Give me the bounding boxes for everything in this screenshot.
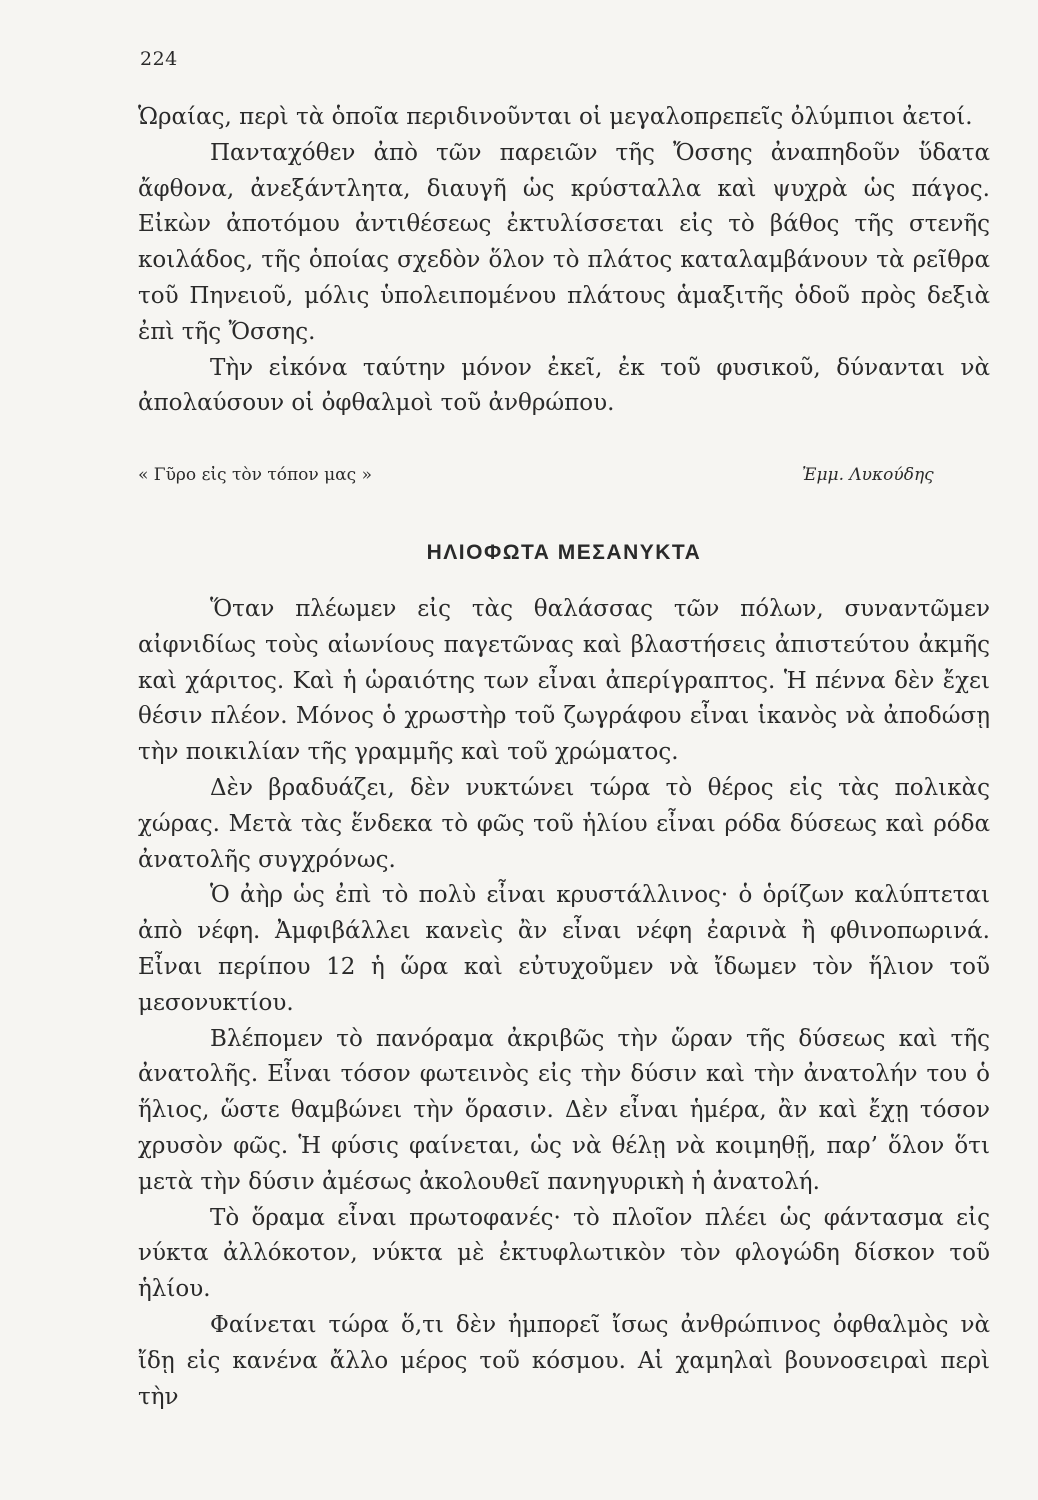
section-title: ΗΛΙΟΦΩΤΑ ΜΕΣΑΝΥΚΤΑ [426, 541, 702, 564]
paragraph: Φαίνεται τώρα ὅ,τι δὲν ἠμπορεῖ ἴσως ἀνθρώπινος ὀφθαλμὸς νὰ ἴδῃ εἰς κανένα ἄλλο μέρος τοῦ κόσμου. Αἱ χαμηλαὶ βουνοσειραὶ περὶ τὴν [138, 1311, 990, 1410]
page-number: 224 [140, 48, 178, 70]
paragraph: Ὅταν πλέωμεν εἰς τὰς θαλάσσας τῶν πόλων, συναντῶμεν αἰφνιδίως τοὺς αἰωνίους παγετῶνας καὶ βλαστήσεις ἀπιστεύτου ἀκμῆς καὶ χάριτος. Καὶ ἡ ὡραιότης των εἶναι ἀπερίγραπτος. Ἡ πέννα δὲν ἔχει θέσιν πλέον. Μόνος ὁ χρωστὴρ τοῦ ζωγράφου εἶναι ἱκανὸς νὰ ἀποδώσῃ τὴν ποικιλίαν τῆς γραμμῆς καὶ τοῦ χρώματος. [138, 596, 990, 766]
source-citation [138, 465, 990, 495]
paragraph: Τὴν εἰκόνα ταύτην μόνον ἐκεῖ, ἐκ τοῦ φυσικοῦ, δύνανται νὰ ἀπολαύσουν οἱ ὀφθαλμοὶ τοῦ ἀνθρώπου. [138, 354, 990, 417]
section-2-body [138, 592, 990, 1415]
paragraph: Τὸ ὅραμα εἶναι πρωτοφανές· τὸ πλοῖον πλέει ὡς φάντασμα εἰς νύκτα ἀλλόκοτον, νύκτα μὲ ἐκτυφλωτικὸν τὸν φλογώδη δίσκον τοῦ ἡλίου. [138, 1204, 990, 1303]
paragraph: Βλέπομεν τὸ πανόραμα ἀκριβῶς τὴν ὥραν τῆς δύσεως καὶ τῆς ἀνατολῆς. Εἶναι τόσον φωτεινὸς εἰς τὴν δύσιν καὶ τὴν ἀνατολήν του ὁ ἥλιος, ὥστε θαμβώνει τὴν ὅρασιν. Δὲν εἶναι ἡμέρα, ἂν καὶ ἔχῃ τόσον χρυσὸν φῶς. Ἡ φύσις φαίνεται, ὡς νὰ θέλῃ νὰ κοιμηθῇ, παρ’ ὅλον ὅτι μετὰ τὴν δύσιν ἀμέσως ἀκολουθεῖ πανηγυρικὴ ἡ ἀνατολή. [138, 1025, 990, 1195]
source-title: « Γῦρο εἰς τὸν τόπον μας » [138, 465, 372, 485]
paragraph: Δὲν βραδυάζει, δὲν νυκτώνει τώρα τὸ θέρος εἰς τὰς πολικὰς χώρας. Μετὰ τὰς ἕνδεκα τὸ φῶς τοῦ ἡλίου εἶναι ρόδα δύσεως καὶ ρόδα ἀνατολῆς συγχρόνως. [138, 774, 990, 873]
source-author: Ἐμμ. Λυκούδης [802, 465, 934, 485]
paragraph: Ὁ ἀὴρ ὡς ἐπὶ τὸ πολὺ εἶναι κρυστάλλινος· ὁ ὁρίζων καλύπτεται ἀπὸ νέφη. Ἀμφιβάλλει κανεὶς ἂν εἶναι νέφη ἐαρινὰ ἢ φθινοπωρινά. Εἶναι περίπου 12 ἡ ὥρα καὶ εὐτυχοῦμεν νὰ ἴδωμεν τὸν ἥλιον τοῦ μεσονυκτίου. [138, 882, 990, 1016]
paragraph: Ὡραίας, περὶ τὰ ὁποῖα περιδινοῦνται οἱ μεγαλοπρεπεῖς ὀλύμπιοι ἀετοί. [138, 104, 973, 130]
paragraph: Πανταχόθεν ἀπὸ τῶν παρειῶν τῆς Ὄσσης ἀναπηδοῦν ὕδατα ἄφθονα, ἀνεξάντλητα, διαυγῆ ὡς κρύσταλλα καὶ ψυχρὰ ὡς πάγος. Εἰκὼν ἀποτόμου ἀντιθέσεως ἐκτυλίσσεται εἰς τὸ βάθος τῆς στενῆς κοιλάδος, τῆς ὁποίας σχεδὸν ὅλον τὸ πλάτος καταλαμβάνουν τὰ ρεῖθρα τοῦ Πηνειοῦ, μόλις ὑπολειπομένου πλάτους ἁμαξιτῆς ὁδοῦ πρὸς δεξιὰ ἐπὶ τῆς Ὄσσης. [138, 139, 990, 345]
section-1-body [138, 100, 990, 422]
